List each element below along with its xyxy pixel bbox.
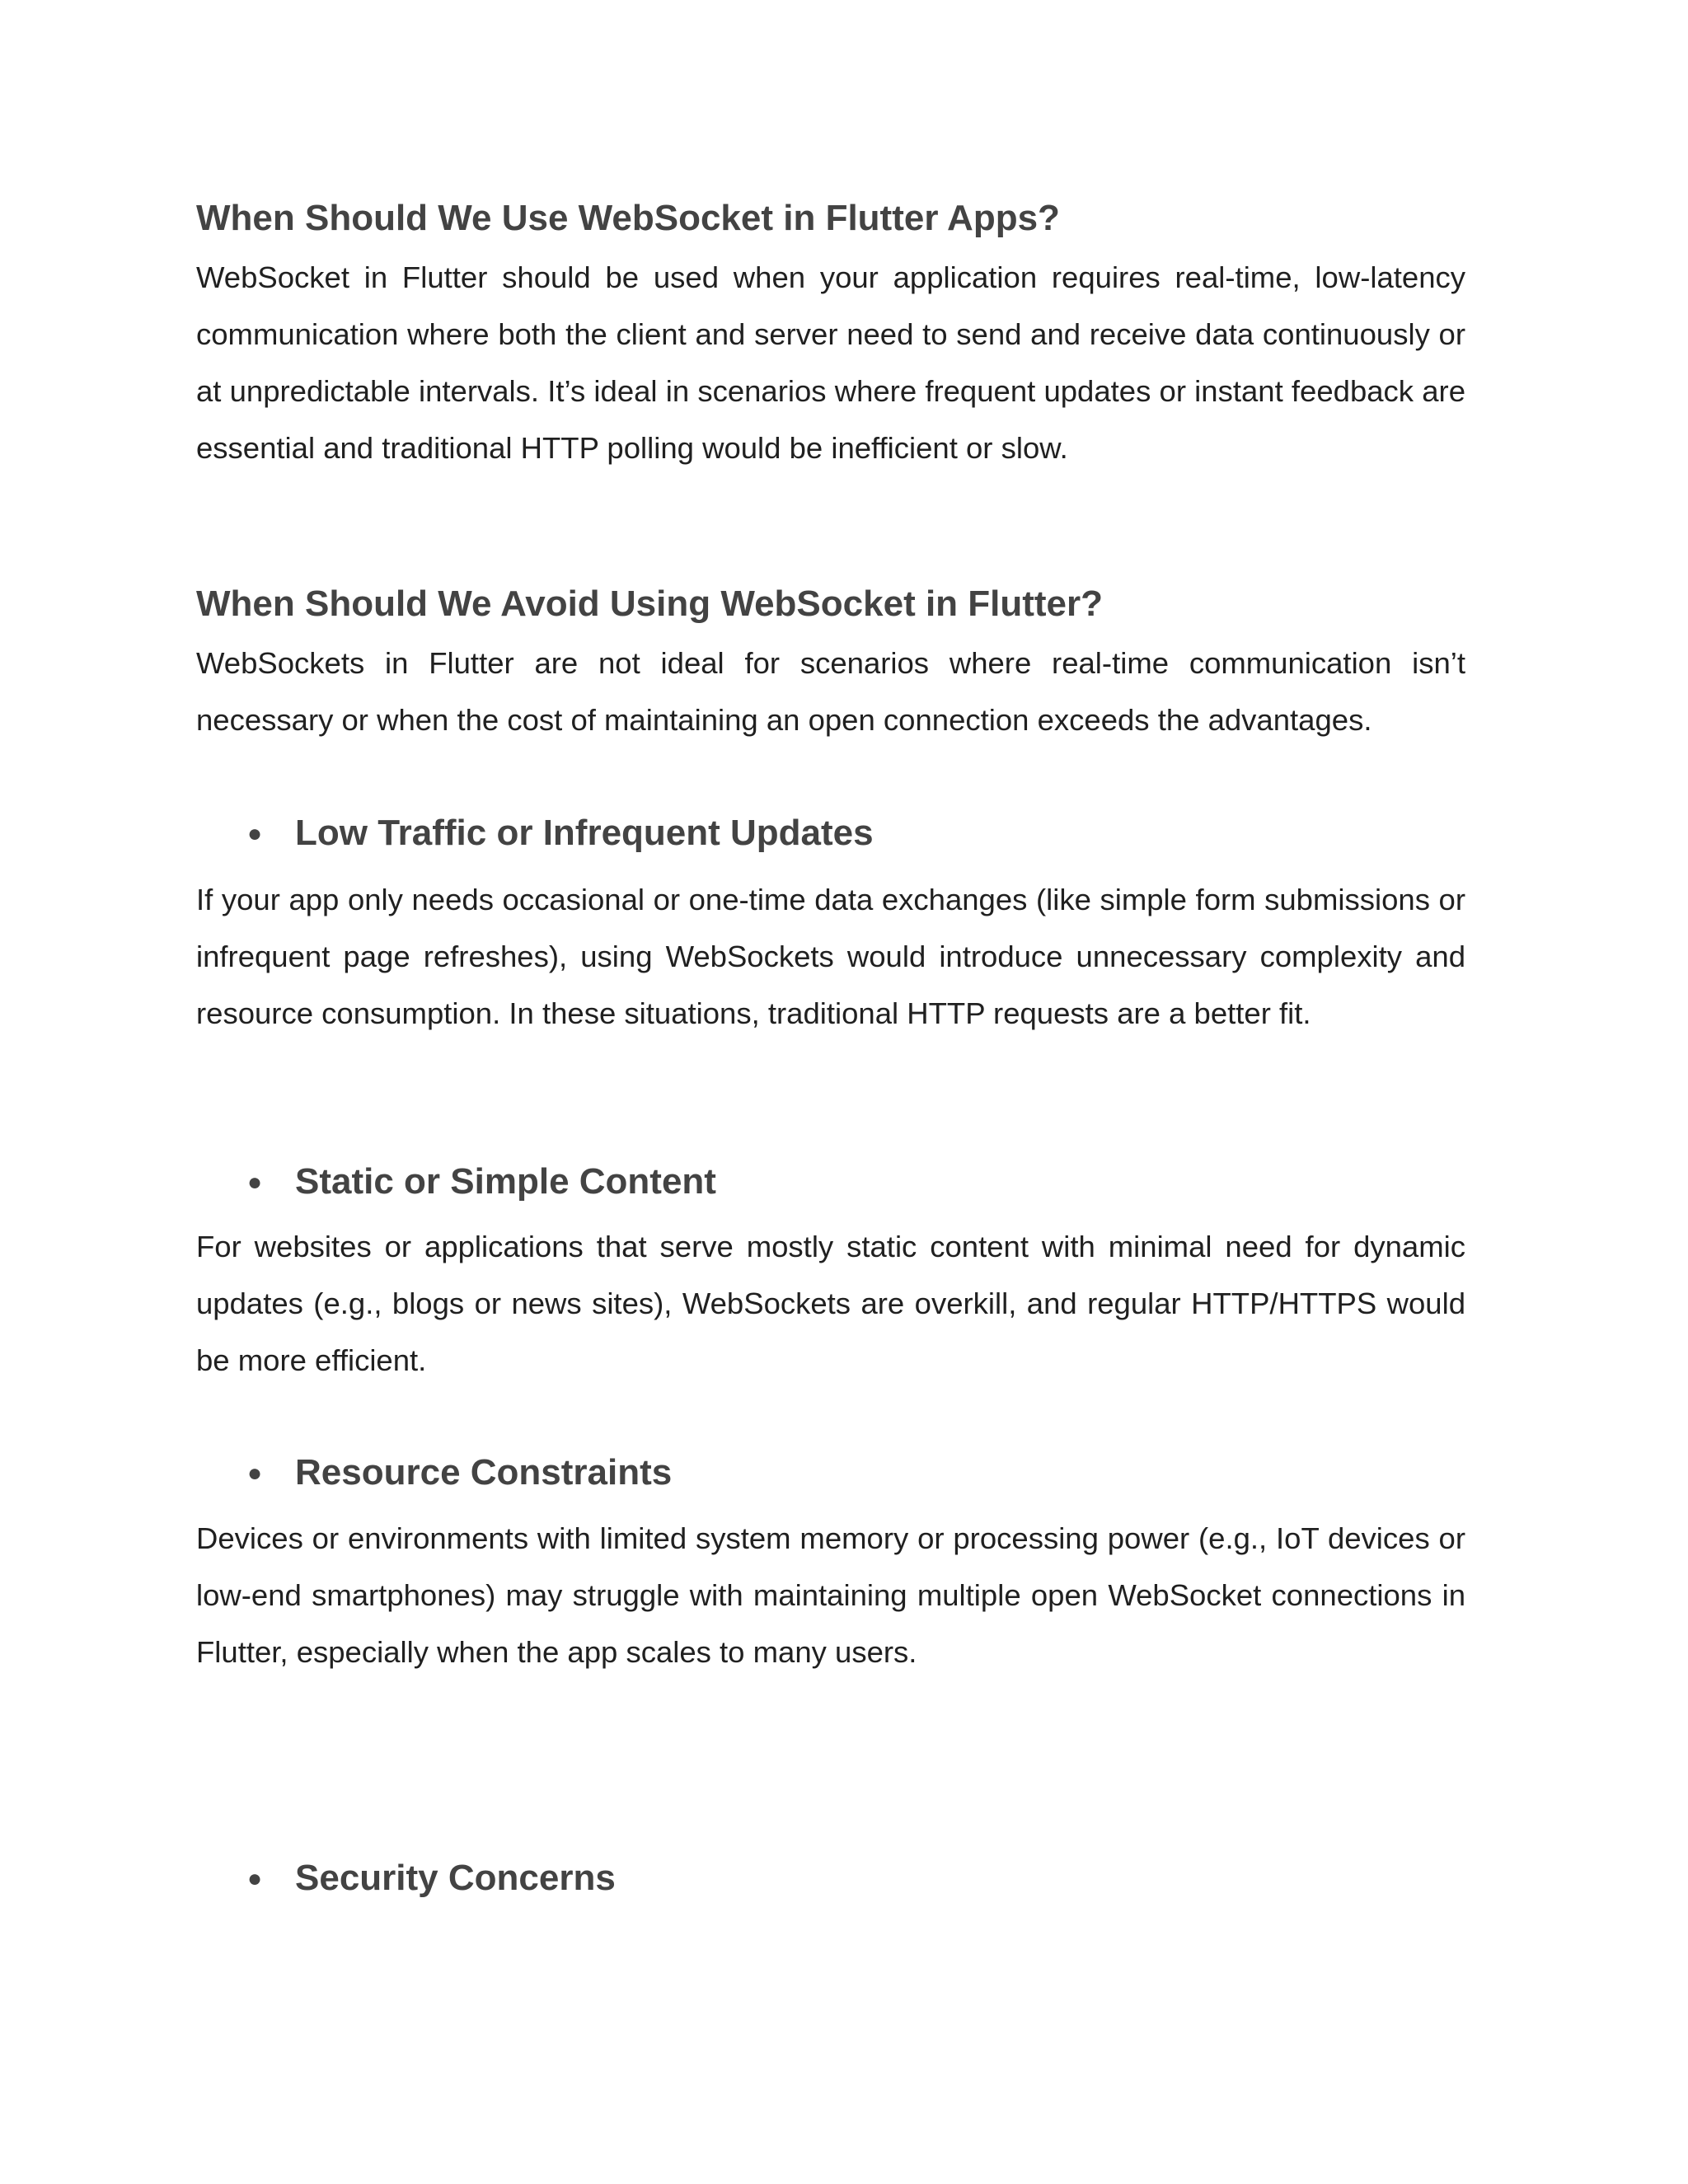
bullet-marker: ● — [247, 1169, 263, 1196]
bullet-heading-low-traffic — [247, 811, 1434, 856]
section-heading-use-websocket: When Should We Use WebSocket in Flutter Apps? — [196, 198, 1060, 238]
bullet-body-resource-constraints: Devices or environments with limited system memory or processing power (e.g., IoT devices or low-end smartphones) may struggle with maintaining multiple open WebSocket connections in Flutter, especially when the app scales to many users. — [196, 1521, 1465, 1669]
bullet-title: Static or Simple Content — [295, 1161, 716, 1202]
bullet-body-low-traffic: If your app only needs occasional or one-time data exchanges (like simple form submissions or infrequent page refreshes), using WebSockets would introduce unnecessary complexity and resource consumption. In these situations, traditional HTTP requests are a better fit. — [196, 883, 1465, 1030]
bullet-heading-static-content — [247, 1160, 1434, 1205]
bullet-title: Low Traffic or Infrequent Updates — [295, 813, 874, 853]
section-body-avoid-websocket: WebSockets in Flutter are not ideal for scenarios where real-time communication isn’t necessary or when the cost of maintaining an open connection exceeds the advantages. — [196, 646, 1465, 737]
bullet-marker: ● — [247, 1460, 263, 1487]
bullet-title: Security Concerns — [295, 1858, 616, 1898]
bullet-heading-security-concerns — [247, 1856, 1434, 1901]
bullet-body-static-content: For websites or applications that serve mostly static content with minimal need for dynamic updates (e.g., blogs or news sites), WebSockets are overkill, and regular HTTP/HTTPS would be more efficient. — [196, 1230, 1465, 1377]
bullet-marker: ● — [247, 1865, 263, 1892]
section-body-use-websocket: WebSocket in Flutter should be used when your application requires real-time, low-latency communication where both the client and server need to send and receive data continuously or at unpredictable intervals. It’s ideal in scenarios where frequent updates or instant feedback are essential and traditional HTTP polling would be inefficient or slow. — [196, 260, 1465, 465]
section-heading-avoid-websocket: When Should We Avoid Using WebSocket in Flutter? — [196, 583, 1104, 624]
bullet-title: Resource Constraints — [295, 1452, 673, 1493]
bullet-heading-resource-constraints — [247, 1451, 1434, 1496]
bullet-marker: ● — [247, 820, 263, 847]
